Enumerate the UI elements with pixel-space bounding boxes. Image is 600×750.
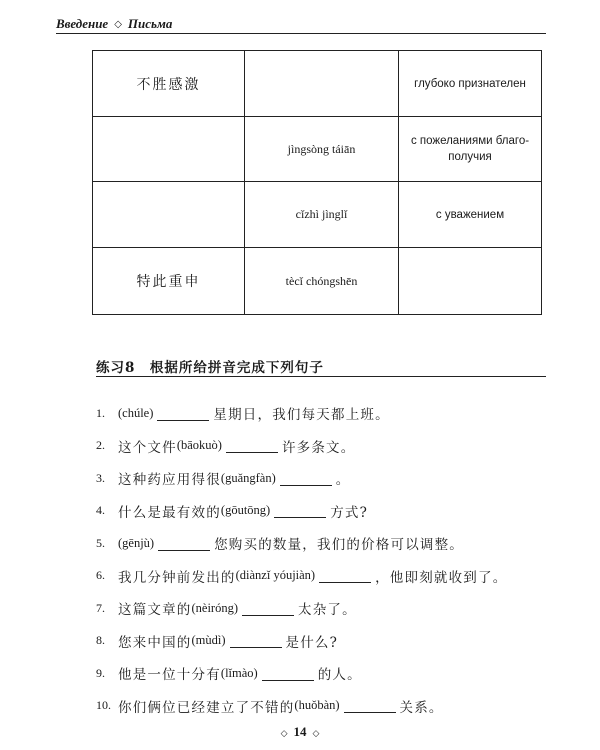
diamond-separator-icon: ◇ (114, 18, 122, 30)
translation-cell (399, 248, 542, 315)
table-row (93, 51, 542, 117)
sentence-prefix: 这个文件 (118, 439, 177, 456)
exercise-title: 练习8 根据所给拼音完成下列句子 (96, 360, 324, 376)
sentence-prefix: 他是一位十分有 (118, 667, 221, 684)
pinyin-hint: (huǒbàn) (294, 698, 340, 713)
sentence-suffix: ，他即刻就收到了。 (375, 569, 508, 586)
sentence-prefix: 你们俩位已经建立了不错的 (118, 699, 295, 716)
sentence-suffix: 的人。 (317, 667, 362, 684)
answer-blank[interactable] (319, 568, 371, 583)
answer-blank[interactable] (344, 698, 396, 713)
pinyin-cell: cǐzhì jìnglǐ (245, 182, 399, 248)
table-row (93, 117, 542, 182)
item-number: 8. (96, 633, 105, 648)
list-item (96, 657, 566, 690)
sentence-prefix: 您来中国的 (118, 634, 192, 651)
sentence-suffix: 关系。 (399, 699, 444, 716)
list-item (96, 430, 566, 463)
sentence-list (96, 397, 566, 722)
list-item (96, 462, 566, 495)
hanzi-cell (93, 117, 245, 182)
hanzi-cell: 特此重申 (93, 248, 245, 315)
sentence-suffix: 是什么? (285, 634, 339, 651)
sentence-suffix: 。 (335, 472, 351, 489)
pinyin-cell: tècǐ chóngshēn (245, 248, 399, 315)
translation-cell: с пожеланиями благо-получия (399, 117, 542, 182)
pinyin-hint: (gēnjù) (118, 535, 155, 550)
item-number: 10. (96, 698, 111, 713)
item-number: 4. (96, 503, 105, 518)
answer-blank[interactable] (157, 406, 209, 421)
running-head-topic: Письма (127, 16, 173, 31)
table-row (93, 182, 542, 248)
pinyin-hint: (mùdì) (191, 633, 226, 648)
sentence-prefix: 我几分钟前发出的 (118, 569, 236, 586)
item-number: 2. (96, 438, 105, 453)
answer-blank[interactable] (158, 536, 210, 551)
pinyin-hint: (diànzǐ yóujiàn) (235, 568, 316, 583)
pinyin-cell (245, 51, 399, 117)
answer-blank[interactable] (274, 503, 326, 518)
sentence-suffix: 您购买的数量，我们的价格可以调整。 (214, 537, 465, 554)
list-item (96, 625, 566, 658)
table-row (93, 248, 542, 315)
item-number: 7. (96, 600, 105, 615)
sentence-suffix: 星期日，我们每天都上班。 (213, 407, 390, 424)
list-item (96, 527, 566, 560)
sentence-prefix: 这种药应用得很 (118, 472, 221, 489)
item-number: 6. (96, 568, 105, 583)
pinyin-hint: (gōutōng) (220, 503, 271, 518)
hanzi-cell (93, 182, 245, 248)
sentence-prefix: 什么是最有效的 (118, 504, 221, 521)
list-item (96, 690, 566, 723)
sentence-suffix: 太杂了。 (298, 602, 357, 619)
page-footer (0, 724, 600, 740)
answer-blank[interactable] (230, 633, 282, 648)
answer-blank[interactable] (262, 666, 314, 681)
item-number: 3. (96, 470, 105, 485)
vocabulary-table (92, 50, 542, 315)
pinyin-hint: (chúle) (118, 405, 154, 420)
list-item (96, 397, 566, 430)
list-item (96, 495, 566, 528)
sentence-suffix: 方式? (330, 504, 369, 521)
item-number: 1. (96, 405, 105, 420)
answer-blank[interactable] (242, 601, 294, 616)
hanzi-cell: 不胜感激 (93, 51, 245, 117)
pinyin-hint: (guǎngfàn) (220, 470, 276, 485)
header-rule (56, 33, 546, 34)
pinyin-cell: jìngsòng táiān (245, 117, 399, 182)
list-item (96, 592, 566, 625)
running-head (56, 14, 546, 34)
sentence-prefix: 这篇文章的 (118, 602, 192, 619)
answer-blank[interactable] (280, 471, 332, 486)
item-number: 9. (96, 665, 105, 680)
page-number: 14 (293, 724, 307, 739)
pinyin-hint: (lǐmào) (220, 665, 258, 680)
sentence-suffix: 许多条文。 (281, 439, 356, 456)
exercise-title-rule (96, 376, 546, 377)
running-head-section: Введение (56, 16, 109, 31)
pinyin-hint: (nèiróng) (191, 600, 239, 615)
diamond-left-icon: ◇ (280, 728, 288, 738)
translation-cell: глубоко признателен (399, 51, 542, 117)
translation-cell: с уважением (399, 182, 542, 248)
list-item (96, 560, 566, 593)
pinyin-hint: (bāokuò) (176, 438, 222, 453)
item-number: 5. (96, 535, 105, 550)
answer-blank[interactable] (226, 438, 278, 453)
diamond-right-icon: ◇ (312, 728, 320, 738)
